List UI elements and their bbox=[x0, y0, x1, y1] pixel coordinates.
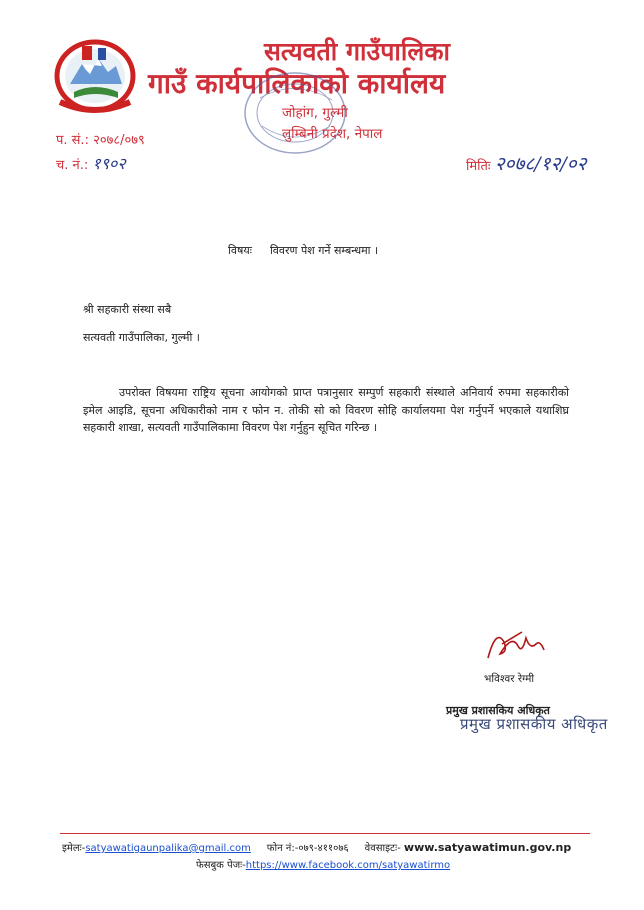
subject-text: विवरण पेश गर्ने सम्बन्धमा । bbox=[269, 244, 379, 257]
phone-label: फोन नं:- bbox=[266, 843, 299, 854]
office-name: सत्यवती गाउँपालिका bbox=[263, 37, 450, 66]
ps-row: प. सं.: २०७८/०७९ bbox=[56, 133, 145, 148]
date-value: २०७८/१२/०२ bbox=[494, 153, 587, 175]
address-line-2: लुम्बिनी प्रदेश, नेपाल bbox=[282, 126, 383, 142]
ps-value: २०७८/०७९ bbox=[93, 133, 145, 148]
designation-stamp: प्रमुख प्रशासकीय अधिकृत bbox=[460, 715, 608, 733]
recipient-line-1: श्री सहकारी संस्था सबै bbox=[83, 303, 172, 316]
cn-value: १९०२ bbox=[92, 154, 126, 173]
cn-row bbox=[56, 152, 126, 174]
email-label: इमेलः- bbox=[62, 843, 86, 854]
email-link[interactable]: satyawatigaunpalika@gmail.com bbox=[85, 843, 251, 854]
ps-label: प. सं. bbox=[56, 133, 85, 148]
website-label: वेवसाइटः- bbox=[364, 843, 401, 854]
cn-label: च. नं.: bbox=[56, 158, 89, 173]
subject-label: विषयः bbox=[228, 244, 252, 257]
footer-contact-row bbox=[62, 840, 571, 854]
facebook-link[interactable]: https://www.facebook.com/satyawatirmo bbox=[245, 860, 451, 871]
footer-facebook-row bbox=[196, 857, 450, 871]
signature-icon bbox=[482, 624, 552, 664]
phone-value: ०७९-४११०७६ bbox=[298, 843, 349, 854]
recipient-line-2: सत्यवती गाउँपालिका, गुल्मी । bbox=[83, 331, 200, 344]
date-row bbox=[466, 150, 587, 176]
date-label: मितिः bbox=[466, 159, 491, 174]
address-line-1: जोहांग, गुल्मी bbox=[282, 105, 348, 121]
office-subtitle: गाउँ कार्यपालिकाको कार्यालय bbox=[148, 67, 446, 100]
signatory-name: भविश्वर रेग्मी bbox=[484, 673, 535, 685]
website-link[interactable]: www.satyawatimun.gov.np bbox=[403, 841, 572, 854]
signatory-title: प्रमुख प्रशासकिय अधिकृत bbox=[446, 704, 550, 717]
letter-body: उपरोक्त विषयमा राष्ट्रिय सूचना आयोगको प्राप्त पत्रानुसार सम्पुर्ण सहकारी संस्थाले अनिवार्य रुपमा सहकारीको इमेल आइडि, सूचना अधिकारीको नाम र फोन न. तोकी सो को विवरण सोहि कार्यालयमा पेश गर्नुपर्ने भएकाले यथाशिघ्र सहकारी शाखा, सत्यवती गाउँपालिकामा विवरण पेश गर्नुहुन सूचित गरिन्छ । bbox=[83, 386, 569, 434]
facebook-label: फेसबुक पेजः- bbox=[196, 860, 246, 871]
subject-line bbox=[228, 243, 378, 258]
footer-divider bbox=[60, 833, 590, 834]
